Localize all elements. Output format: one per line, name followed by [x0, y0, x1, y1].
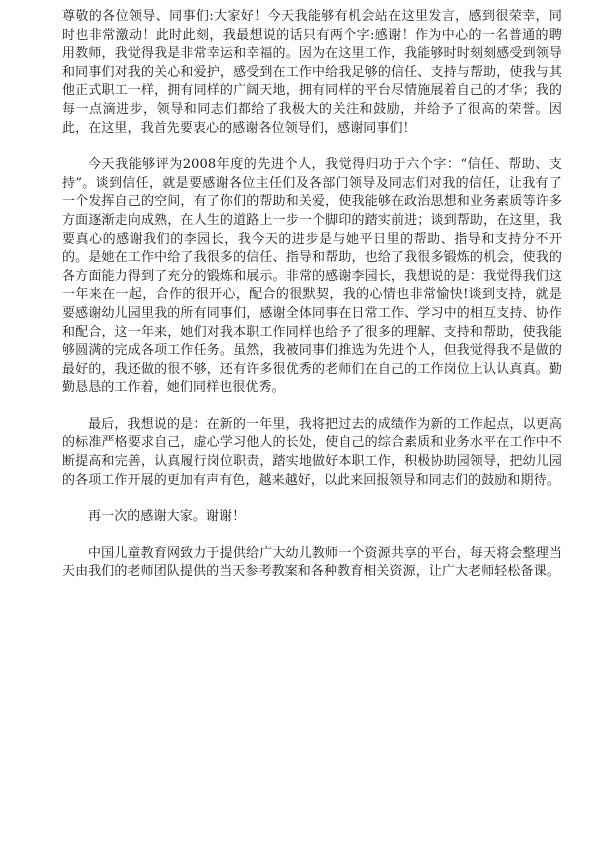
document-body [62, 8, 562, 600]
paragraph-greeting: 尊敬的各位领导、同事们:大家好！今天我能够有机会站在这里发言，感到很荣幸，同时也非常激动！此时此刻，我最想说的话只有两个字:感谢！作为中心的一名普通的聘用教师，我觉得我是非常幸运和幸福的。因为在这里工作，我能够时时刻刻感受到领导和同事们对我的关心和爱护，感受到在工作中给我足够的信任、支持与帮助，使我与其他正式职工一样，拥有同样的广阔天地，拥有同样的平台尽情施展着自己的才华；我的每一点滴进步，领导和同志们都给了我极大的关注和鼓励，并给予了很高的荣誉。因此，在这里，我首先要衷心的感谢各位领导们，感谢同事们！ [62, 9, 562, 136]
paragraph-footer-note: 中国儿童教育网致力于提供给广大幼儿教师一个资源共享的平台，每天将会整理当天由我们的老师团队提供的当天参考教案和各种教育相关资源，让广大老师轻松备课。 [62, 545, 562, 580]
paragraph-closing: 最后，我想说的是：在新的一年里，我将把过去的成绩作为新的工作起点，以更高的标准严格要求自己，虚心学习他人的长处，使自己的综合素质和业务水平在工作中不断提高和完善，认真履行岗位职责，踏实地做好本职工作，积极协助园领导，把幼儿园的各项工作开展的更加有声有色，越来越好，以此来回报领导和同志们的鼓励和期待。 [62, 416, 562, 488]
paragraph-thanks: 今天我能够评为2008年度的先进个人，我觉得归功于六个字：“信任、帮助、支持”。谈到信任，就是要感谢各位主任们及各部门领导及同志们对我的信任，让我有了一个发挥自己的空间，有了你们的帮助和关爱，使我能够在政治思想和业务素质等许多方面逐渐走向成熟，在人生的道路上一步一个脚印的踏实前进；谈到帮助，在这里，我要真心的感谢我们的李园长，我今天的进步是与她平日里的帮助、指导和支持分不开的。是她在工作中给了我很多的信任、指导和帮助，也给了我很多锻炼的机会，使我的各方面能力得到了充分的锻炼和展示。非常的感谢李园长，我想说的是：我觉得我们这一年来在一起，合作的很开心，配合的很默契，我的心情也非常愉快!谈到支持，就是要感谢幼儿园里我的所有同事们，感谢全体同事在日常工作、学习中的相互支持、协作和配合，这一年来，她们对我本职工作同样也给予了很多的理解、支持和帮助，使我能够圆满的完成各项工作任务。虽然，我被同事们推选为先进个人，但我觉得我不是做的最好的，我还做的很不够，还有许多很优秀的老师们在自己的工作岗位上认认真真。勤勤恳恳的工作着，她们同样也很优秀。 [62, 157, 562, 396]
paragraph-final-thanks: 再一次的感谢大家。谢谢！ [88, 509, 246, 525]
